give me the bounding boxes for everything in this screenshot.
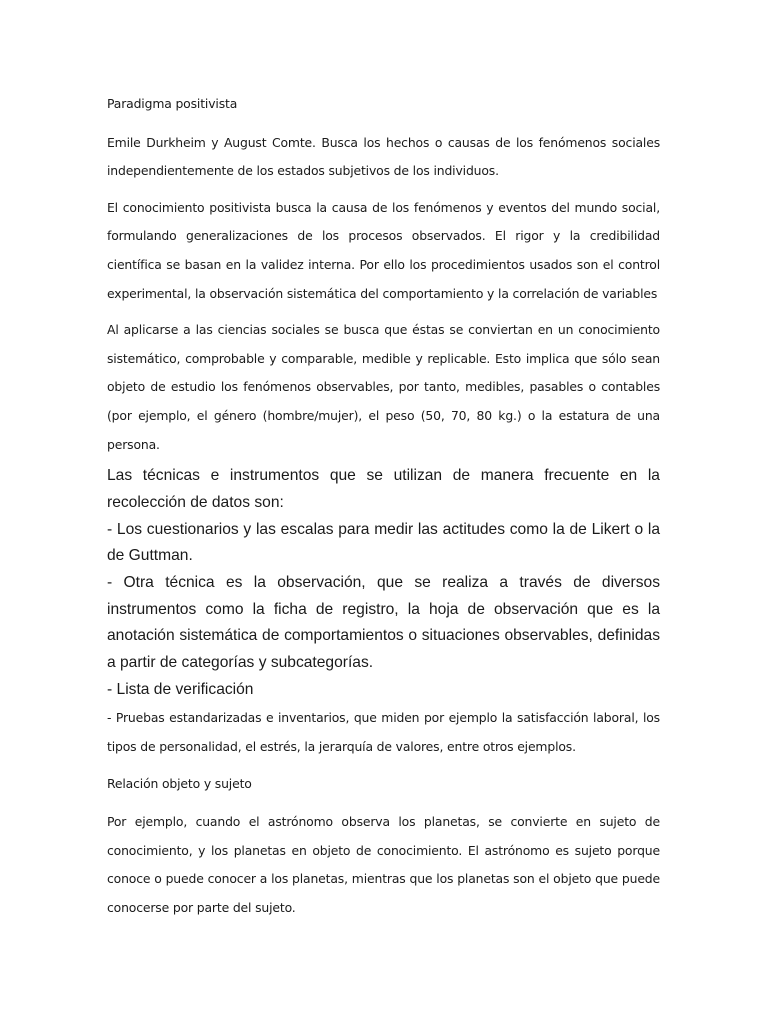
technique-item-checklist: - Lista de verificación [107,680,254,698]
techniques-block [107,463,660,703]
section-heading-paradigma: Paradigma positivista [107,96,238,111]
document-body [107,90,660,931]
techniques-intro: Las técnicas e instrumentos que se utilizan de manera frecuente en la recolección de datos son: [107,467,660,511]
technique-item-standardized-tests: - Pruebas estandarizadas e inventarios, que miden por ejemplo la satisfacción laboral, los tipos de personalidad, el estrés, la jerarquía de valores, entre otros ejemplos. [107,710,660,755]
paragraph-astronomer-example: Por ejemplo, cuando el astrónomo observa los planetas, se convierte en sujeto de conocimiento, y los planetas en objeto de conocimiento. El astrónomo es sujeto porque conoce o puede conocer a los planetas, mientras que los planetas son el objeto que puede conocerse por parte del sujeto. [107,814,660,916]
technique-item-observation: - Otra técnica es la observación, que se realiza a través de diversos instrumentos como la ficha de registro, la hoja de observación que es la anotación sistemática de comportamientos o situaciones observables, definidas a partir de categorías y subcategorías. [107,573,660,672]
technique-item-questionnaires: - Los cuestionarios y las escalas para medir las actitudes como la de Likert o la de Guttman. [107,520,660,565]
paragraph-authors: Emile Durkheim y August Comte. Busca los hechos o causas de los fenómenos sociales independientemente de los estados subjetivos de los individuos. [107,134,660,179]
paragraph-positivist-knowledge: El conocimiento positivista busca la causa de los fenómenos y eventos del mundo social, formulando generalizaciones de los procesos observados. El rigor y la credibilidad científica se basan en la validez interna. Por ello los procedimientos usados son el control experimental, la observación sistemática del comportamiento y la correlación de variables [107,199,660,301]
section-heading-relacion: Relación objeto y sujeto [107,775,252,791]
paragraph-social-sciences: Al aplicarse a las ciencias sociales se busca que éstas se conviertan en un conocimiento sistemático, comprobable y comparable, medible y replicable. Esto implica que sólo sean objeto de estudio los fenómenos observables, por tanto, medibles, pasables o contables (por ejemplo, el género (hombre/mujer), el peso (50, 70, 80 kg.) o la estatura de una persona. [107,322,660,452]
